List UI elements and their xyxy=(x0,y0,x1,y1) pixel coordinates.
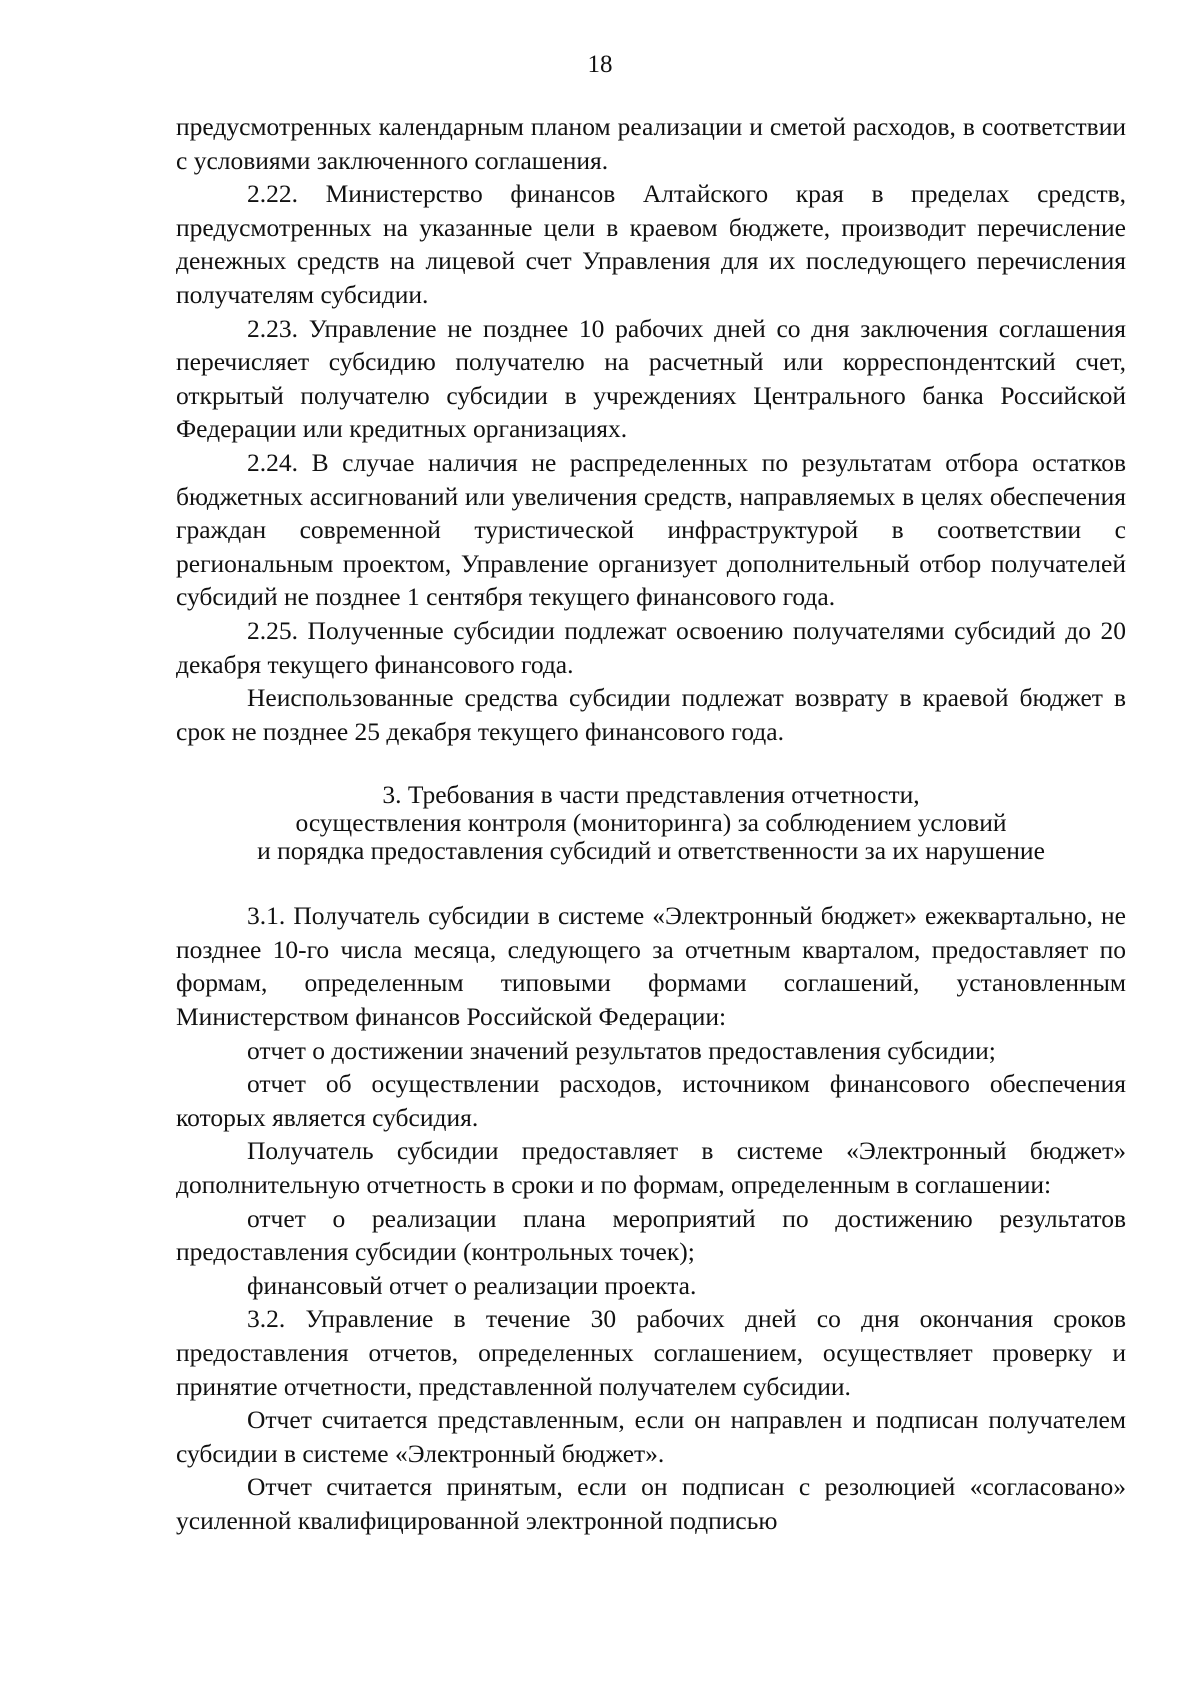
paragraph-unused-funds: Неиспользованные средства субсидии подлежат возврату в краевой бюджет в срок не позднее 25 декабря текущего финансового года. xyxy=(176,683,1126,746)
section-3-heading xyxy=(176,781,1126,865)
paragraph-2-25: 2.25. Полученные субсидии подлежат освоению получателями субсидий до 20 декабря текущего финансового года. xyxy=(176,615,1126,679)
paragraph-additional-reporting: Получатель субсидии предоставляет в системе «Электронный бюджет» дополнительную отчетность в сроки и по формам, определенным в соглашении: xyxy=(176,1136,1126,1200)
list-item-report-plan: отчет о реализации плана мероприятий по достижению результатов предоставления субсидии (контрольных точек); xyxy=(176,1203,1126,1267)
heading-line: осуществления контроля (мониторинга) за соблюдением условий xyxy=(295,808,1007,838)
document-body xyxy=(176,110,1126,1538)
paragraph-2-23: 2.23. Управление не позднее 10 рабочих дней со дня заключения соглашения перечисляет субсидию получателю на расчетный или корреспондентский счет, открытый получателю субсидии в учреждениях Центрального банка Российской Федерации или кредитных организациях. xyxy=(176,313,1126,444)
page-number: 18 xyxy=(587,51,613,78)
heading-line: 3. Требования в части представления отчетности, xyxy=(382,780,920,810)
paragraph-2-24: 2.24. В случае наличия не распределенных по результатам отбора остатков бюджетных ассигнований или увеличения средств, направляемых в целях обеспечения граждан современной туристической инфраструктурой в соответствии с региональным проектом, Управление организует дополнительный отбор получателей субсидий не позднее 1 сентября текущего финансового года. xyxy=(176,447,1126,612)
paragraph-3-2: 3.2. Управление в течение 30 рабочих дней со дня окончания сроков предоставления отчетов, определенных соглашением, осуществляет проверку и принятие отчетности, представленной получателем субсидии. xyxy=(176,1304,1126,1401)
heading-line: и порядка предоставления субсидий и ответственности за их нарушение xyxy=(257,836,1045,866)
paragraph-report-accepted: Отчет считается принятым, если он подписан с резолюцией «согласовано» усиленной квалифицированной электронной подписью xyxy=(176,1472,1126,1535)
paragraph-report-submitted: Отчет считается представленным, если он направлен и подписан получателем субсидии в системе «Электронный бюджет». xyxy=(176,1405,1126,1468)
paragraph-3-1: 3.1. Получатель субсидии в системе «Электронный бюджет» ежеквартально, не позднее 10-го числа месяца, следующего за отчетным кварталом, предоставляет по формам, определенным типовыми формами соглашений, установленным Министерством финансов Российской Федерации: xyxy=(176,901,1126,1032)
paragraph-2-22: 2.22. Министерство финансов Алтайского края в пределах средств, предусмотренных на указанные цели в краевом бюджете, производит перечисление денежных средств на лицевой счет Управления для их последующего перечисления получателям субсидии. xyxy=(176,179,1126,309)
list-item-report-results: отчет о достижении значений результатов предоставления субсидии; xyxy=(247,1035,996,1065)
paragraph-continuation: предусмотренных календарным планом реализации и сметой расходов, в соответствии с условиями заключенного соглашения. xyxy=(176,112,1126,175)
list-item-report-expenses: отчет об осуществлении расходов, источником финансового обеспечения которых является субсидия. xyxy=(176,1069,1126,1132)
list-item-financial-report: финансовый отчет о реализации проекта. xyxy=(247,1270,697,1300)
